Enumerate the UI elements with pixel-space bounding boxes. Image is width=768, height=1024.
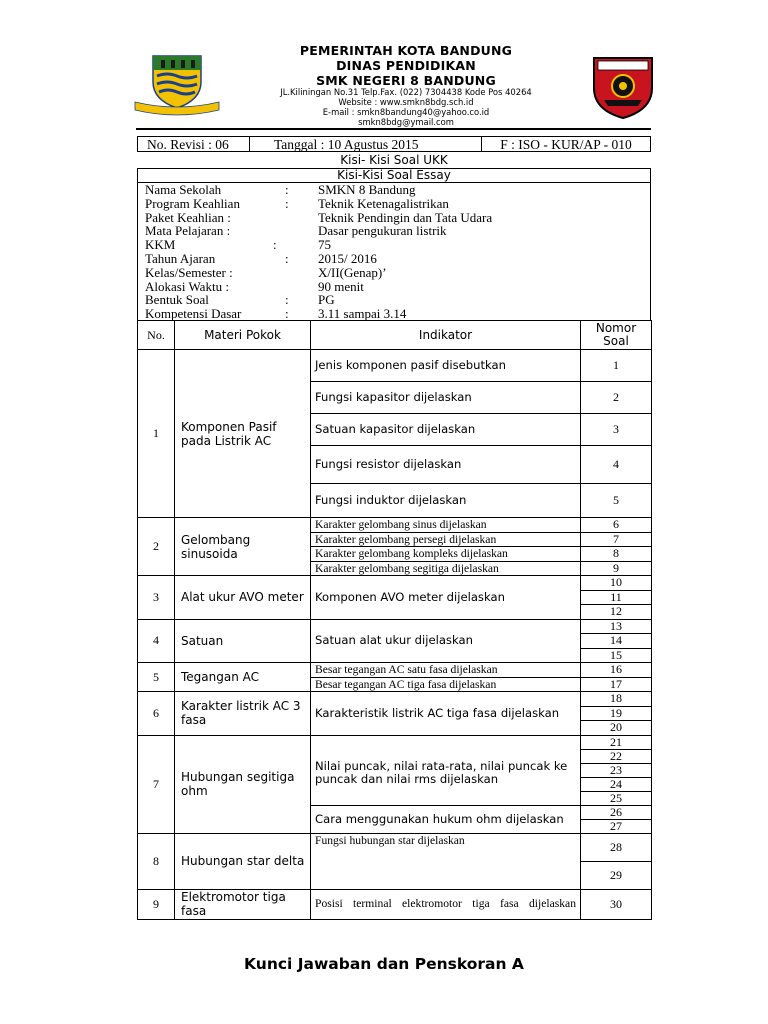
indikator: Satuan kapasitor dijelaskan — [311, 414, 581, 446]
indikator: Besar tegangan AC satu fasa dijelaskan — [311, 663, 581, 678]
info-label: Bentuk Soal — [145, 292, 209, 308]
info-value: PG — [318, 292, 335, 308]
info-colon: : — [285, 182, 289, 197]
info-label: Kompetensi Dasar — [145, 306, 242, 322]
nomor-soal: 3 — [581, 414, 652, 446]
nomor-soal: 13 — [581, 619, 652, 634]
nomor-soal: 7 — [581, 532, 652, 547]
info-colon: : — [285, 292, 289, 308]
header-materi: Materi Pokok — [175, 321, 311, 350]
letterhead-text — [232, 44, 580, 128]
table-row — [138, 518, 652, 533]
letterhead-school: SMK NEGERI 8 BANDUNG — [316, 72, 496, 88]
materi-pokok: Gelombang sinusoida — [175, 518, 311, 576]
info-value: Dasar pengukuran listrik — [318, 223, 447, 239]
info-value: X/II(Genap)’ — [318, 264, 387, 280]
info-colon: : — [285, 306, 289, 322]
row-number: 7 — [138, 735, 175, 833]
table-row — [138, 619, 652, 634]
table-row — [138, 350, 652, 382]
indikator: Fungsi resistor dijelaskan — [311, 446, 581, 484]
nomor-soal: 20 — [581, 721, 652, 736]
indikator: Fungsi hubungan star dijelaskan — [311, 833, 581, 889]
indikator: Jenis komponen pasif disebutkan — [311, 350, 581, 382]
nomor-soal: 29 — [581, 861, 652, 889]
info-row — [138, 266, 650, 280]
table-row — [138, 576, 652, 591]
materi-pokok: Alat ukur AVO meter — [175, 576, 311, 620]
info-colon: : — [285, 250, 289, 266]
nomor-soal: 16 — [581, 663, 652, 678]
info-row — [138, 307, 650, 321]
info-value: 90 menit — [318, 278, 364, 294]
table-row — [138, 735, 652, 749]
row-number: 2 — [138, 518, 175, 576]
revision-date: Tanggal : 10 Agustus 2015 — [250, 137, 482, 151]
kisi-kisi-table — [137, 320, 652, 920]
nomor-soal: 17 — [581, 677, 652, 692]
indikator: Fungsi induktor dijelaskan — [311, 484, 581, 518]
info-title: Kisi-Kisi Soal Essay — [138, 169, 650, 183]
nomor-soal: 1 — [581, 350, 652, 382]
nomor-soal: 24 — [581, 777, 652, 791]
nomor-soal: 27 — [581, 819, 652, 833]
row-number: 3 — [138, 576, 175, 620]
materi-pokok: Hubungan star delta — [175, 833, 311, 889]
letterhead-email-2: smkn8bdg@ymail.com — [358, 116, 454, 127]
nomor-soal: 21 — [581, 735, 652, 749]
nomor-soal: 12 — [581, 605, 652, 620]
row-number: 4 — [138, 619, 175, 663]
letterhead-address: JL.Kiliningan No.31 Telp.Fax. (022) 7304438 Kode Pos 40264 — [280, 87, 532, 98]
letterhead-email: E-mail : smkn8bandung40@yahoo.co.id — [322, 107, 490, 118]
nomor-soal: 10 — [581, 576, 652, 591]
revision-bar — [137, 136, 651, 152]
row-number: 6 — [138, 692, 175, 736]
document-subtitle: Kisi- Kisi Soal UKK — [340, 153, 448, 167]
nomor-soal: 11 — [581, 590, 652, 605]
info-label: Nama Sekolah — [145, 182, 222, 197]
info-label: Paket Keahlian : — [145, 209, 231, 225]
nomor-soal: 4 — [581, 446, 652, 484]
header-nomor: Nomor Soal — [581, 321, 652, 350]
info-colon: : — [285, 195, 289, 211]
form-code: F : ISO - KUR/AP - 010 — [500, 137, 632, 152]
indikator: Karakter gelombang sinus dijelaskan — [311, 518, 581, 533]
info-value: Teknik Pendingin dan Tata Udara — [318, 209, 493, 225]
info-value: SMKN 8 Bandung — [318, 182, 416, 197]
row-number: 5 — [138, 663, 175, 692]
bandung-city-logo — [131, 52, 223, 116]
materi-pokok: Satuan — [175, 619, 311, 663]
info-value: Teknik Ketenagalistrikan — [318, 195, 449, 211]
info-value: 75 — [318, 237, 331, 253]
nomor-soal: 18 — [581, 692, 652, 707]
nomor-soal: 15 — [581, 648, 652, 663]
letterhead-rule — [136, 128, 651, 130]
info-value: 2015/ 2016 — [318, 250, 377, 266]
materi-pokok: Karakter listrik AC 3 fasa — [175, 692, 311, 736]
nomor-soal: 25 — [581, 791, 652, 805]
nomor-soal: 30 — [581, 889, 652, 919]
table-header — [138, 321, 652, 350]
indikator: Posisi terminal elektromotor tiga fasa dijelaskan — [311, 889, 581, 919]
nomor-soal: 8 — [581, 547, 652, 562]
answer-key-heading: Kunci Jawaban dan Penskoran A — [244, 955, 524, 973]
table-row — [138, 692, 652, 707]
nomor-soal: 19 — [581, 706, 652, 721]
info-row — [138, 293, 650, 307]
nomor-soal: 2 — [581, 382, 652, 414]
nomor-soal: 9 — [581, 561, 652, 576]
nomor-soal: 5 — [581, 484, 652, 518]
letterhead-website: Website : www.smkn8bdg.sch.id — [338, 97, 474, 108]
info-label: Program Keahlian — [145, 195, 240, 211]
indikator: Karakteristik listrik AC tiga fasa dijelaskan — [311, 692, 581, 736]
row-number: 1 — [138, 350, 175, 518]
indikator: Karakter gelombang persegi dijelaskan — [311, 532, 581, 547]
table-row — [138, 663, 652, 678]
info-label: Alokasi Waktu : — [145, 278, 229, 294]
info-row — [138, 197, 650, 211]
info-label: KKM — [145, 237, 176, 253]
letterhead-department: DINAS PENDIDIKAN — [336, 57, 476, 73]
nomor-soal: 22 — [581, 749, 652, 763]
nomor-soal: 28 — [581, 833, 652, 861]
indikator: Karakter gelombang kompleks dijelaskan — [311, 547, 581, 562]
indikator: Karakter gelombang segitiga dijelaskan — [311, 561, 581, 576]
smk-negeri-8-logo — [590, 54, 656, 120]
materi-pokok: Elektromotor tiga fasa — [175, 889, 311, 919]
info-row — [138, 224, 650, 238]
info-colon: : — [273, 237, 277, 253]
row-number: 8 — [138, 833, 175, 889]
header-no: No. — [138, 321, 175, 350]
row-number: 9 — [138, 889, 175, 919]
indikator: Komponen AVO meter dijelaskan — [311, 576, 581, 620]
letterhead-government: PEMERINTAH KOTA BANDUNG — [299, 43, 513, 58]
info-row — [138, 238, 650, 252]
info-row — [138, 211, 650, 225]
info-row — [138, 280, 650, 294]
indikator: Nilai puncak, nilai rata-rata, nilai puncak ke puncak dan nilai rms dijelaskan — [311, 735, 581, 805]
indikator: Besar tegangan AC tiga fasa dijelaskan — [311, 677, 581, 692]
nomor-soal: 14 — [581, 634, 652, 649]
indikator: Cara menggunakan hukum ohm dijelaskan — [311, 805, 581, 833]
materi-pokok: Hubungan segitiga ohm — [175, 735, 311, 833]
nomor-soal: 6 — [581, 518, 652, 533]
info-label: Mata Pelajaran : — [145, 223, 231, 239]
materi-pokok: Tegangan AC — [175, 663, 311, 692]
revision-number: No. Revisi : 06 — [138, 137, 250, 151]
indikator: Satuan alat ukur dijelaskan — [311, 619, 581, 663]
info-row — [138, 183, 650, 197]
table-row — [138, 833, 652, 861]
materi-pokok: Komponen Pasif pada Listrik AC — [175, 350, 311, 518]
info-label: Tahun Ajaran — [145, 250, 216, 266]
info-label: Kelas/Semester : — [145, 264, 233, 280]
info-row — [138, 252, 650, 266]
nomor-soal: 23 — [581, 763, 652, 777]
info-block — [137, 168, 651, 321]
table-row — [138, 889, 652, 919]
nomor-soal: 26 — [581, 805, 652, 819]
info-value: 3.11 sampai 3.14 — [318, 306, 407, 322]
indikator: Fungsi kapasitor dijelaskan — [311, 382, 581, 414]
header-indikator: Indikator — [311, 321, 581, 350]
